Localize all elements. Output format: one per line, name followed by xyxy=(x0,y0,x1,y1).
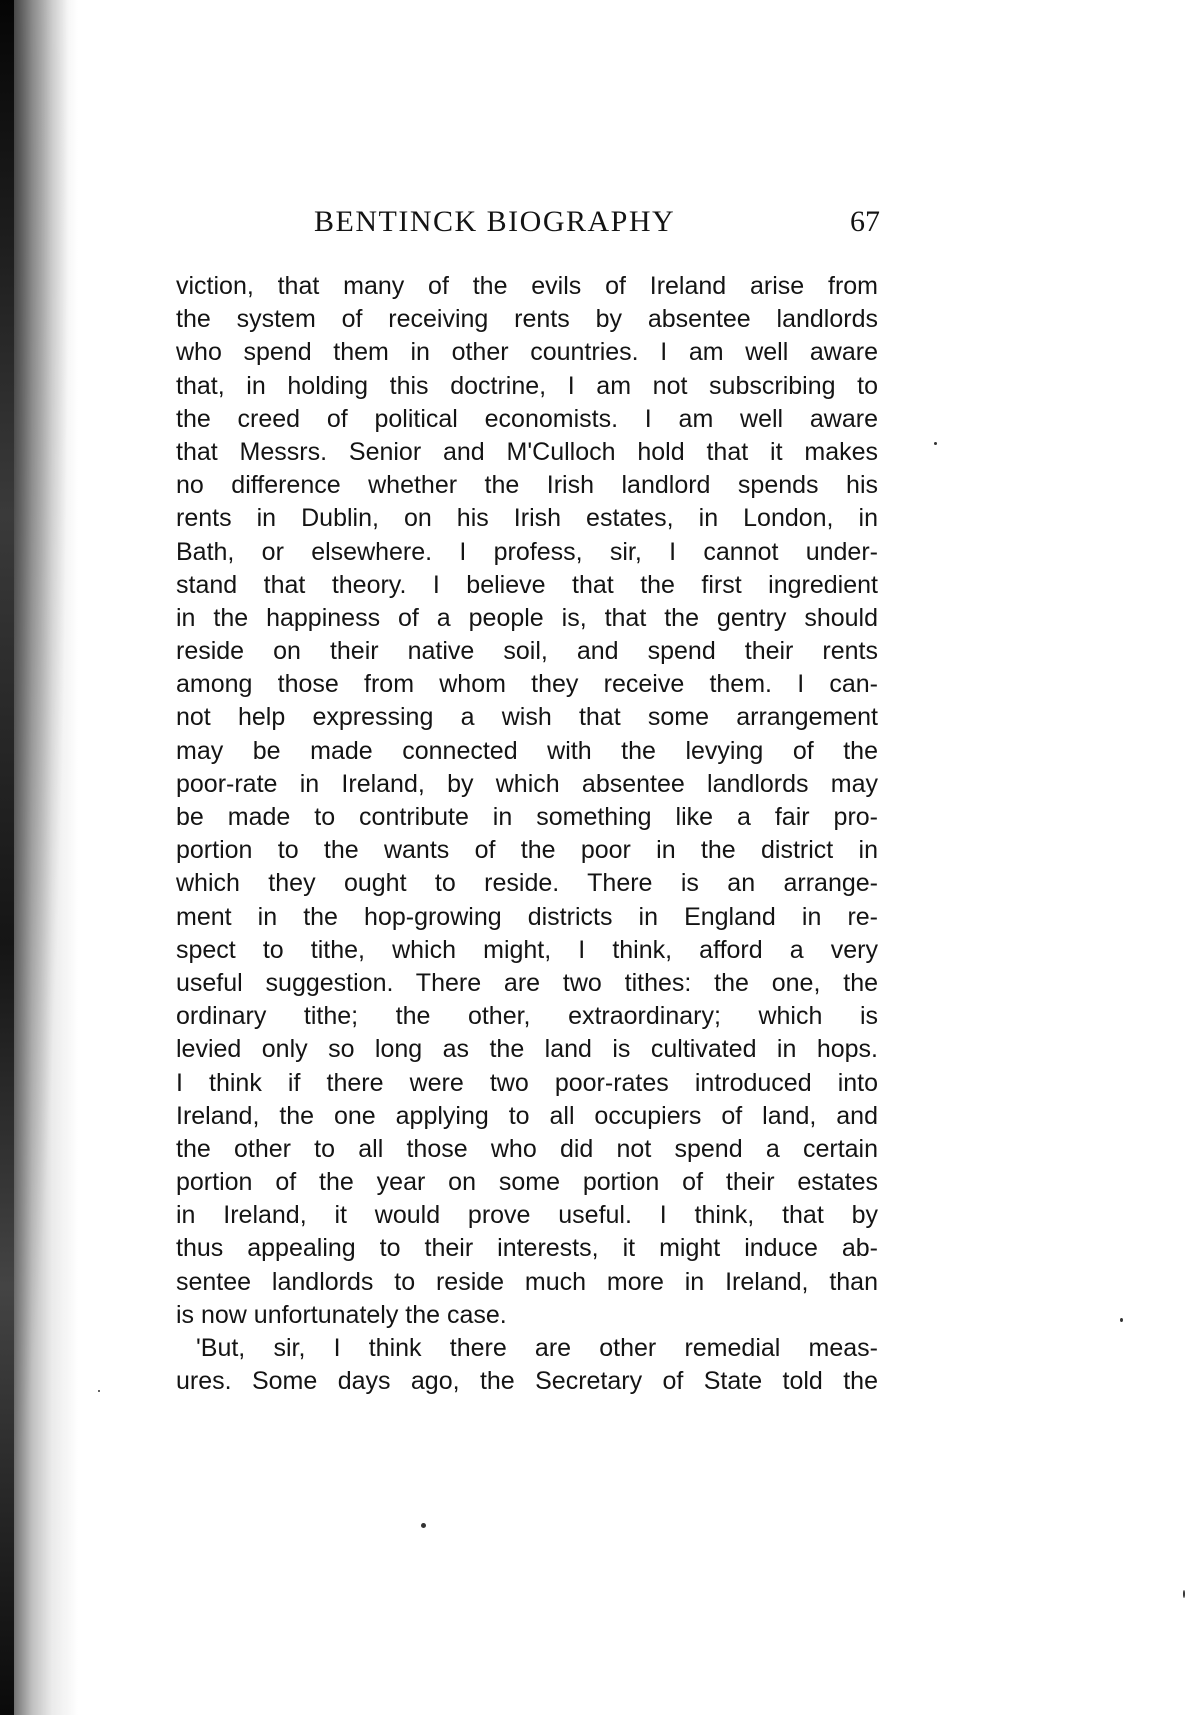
text-line: is now unfortunately the case. xyxy=(176,1300,507,1329)
text-line: the creed of political economists. I am well aware xyxy=(176,404,878,433)
text-line: spect to tithe, which might, I think, afford a very xyxy=(176,935,878,964)
text-line: I think if there were two poor-rates introduced into xyxy=(176,1068,878,1097)
text-line: ures. Some days ago, the Secretary of State told the xyxy=(176,1367,878,1396)
text-line: Ireland, the one applying to all occupiers of land, and xyxy=(176,1101,878,1130)
text-line: rents in Dublin, on his Irish estates, in London, in xyxy=(176,504,878,533)
text-line: who spend them in other countries. I am well aware xyxy=(176,338,878,367)
ink-speck xyxy=(934,442,937,445)
text-line: the system of receiving rents by absentee landlords xyxy=(176,305,878,334)
ink-speck xyxy=(421,1523,426,1528)
text-line: no difference whether the Irish landlord spends his xyxy=(176,471,878,500)
text-line: not help expressing a wish that some arrangement xyxy=(176,703,878,732)
text-line: in Ireland, it would prove useful. I think, that by xyxy=(176,1201,878,1230)
text-line: reside on their native soil, and spend their rents xyxy=(176,637,878,666)
running-head: BENTINCK BIOGRAPHY xyxy=(314,205,676,238)
text-line: the other to all those who did not spend a certain xyxy=(176,1134,878,1163)
text-line: useful suggestion. There are two tithes: the one, the xyxy=(176,968,878,997)
text-line: among those from whom they receive them. I can- xyxy=(176,670,878,699)
text-line: ordinary tithe; the other, extraordinary; which is xyxy=(176,1002,878,1031)
text-line: stand that theory. I believe that the first ingredient xyxy=(176,570,878,599)
text-line: that Messrs. Senior and M'Culloch hold that it makes xyxy=(176,437,878,466)
ink-speck xyxy=(1183,1590,1185,1598)
text-line: levied only so long as the land is cultivated in hops. xyxy=(176,1035,878,1064)
text-line: in the happiness of a people is, that the gentry should xyxy=(176,603,878,632)
text-line: poor-rate in Ireland, by which absentee landlords may xyxy=(176,769,878,798)
text-line: which they ought to reside. There is an arrange- xyxy=(176,869,878,898)
text-line: sentee landlords to reside much more in Ireland, than xyxy=(176,1267,878,1296)
text-line: thus appealing to their interests, it might induce ab- xyxy=(176,1234,878,1263)
page-header xyxy=(176,205,880,245)
ink-speck xyxy=(98,1390,100,1392)
body-text xyxy=(176,270,878,1398)
text-line: portion to the wants of the poor in the district in xyxy=(176,836,878,865)
text-line: portion of the year on some portion of their estates xyxy=(176,1168,878,1197)
binding-edge xyxy=(0,0,14,1715)
text-line: viction, that many of the evils of Ireland arise from xyxy=(176,272,878,300)
text-line: ment in the hop-growing districts in England in re- xyxy=(176,902,878,931)
text-line: be made to contribute in something like a fair pro- xyxy=(176,803,878,831)
text-line: 'But, sir, I think there are other remedial meas- xyxy=(196,1334,878,1362)
text-line: Bath, or elsewhere. I profess, sir, I cannot under- xyxy=(176,537,878,566)
page-number: 67 xyxy=(850,205,880,238)
ink-speck xyxy=(1120,1318,1123,1322)
text-line: that, in holding this doctrine, I am not subscribing to xyxy=(176,371,878,400)
text-line: may be made connected with the levying of the xyxy=(176,736,878,765)
